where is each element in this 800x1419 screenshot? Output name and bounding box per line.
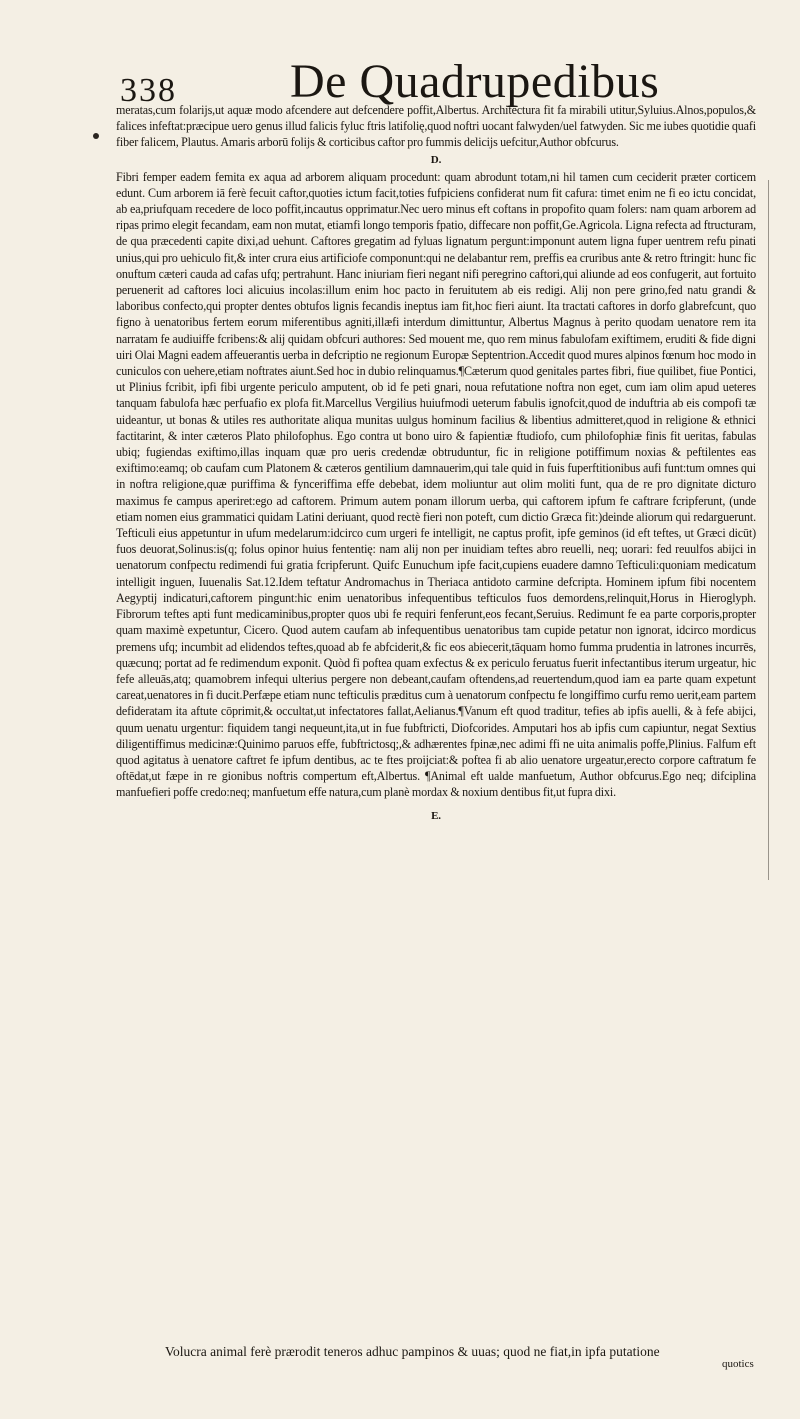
paragraph-d: Fibri femper eadem femita ex aqua ad arborem aliquam procedunt: quam abrodunt totam,ni hil tamen cum ceciderit præter corticem edunt. Cum arborem iā ferè fecuit caftor,quoties ictum facit,toties fufpiciens confiderat num fit cafura: timet enim ne fi eo ictu concidat, ab ea,priufquam recedere de loco poffit,incautus opprimatur.Nec uero minus eft coftans in propofito quam folers: nam quam arborem ad ripas primo elegit fecandam, eam non mutat, etiamfi longo temporis fpatio, diffecare non poffit,Ge.Agricola. Ligna refecta ad ftructuram, de qua præcedenti capite dixi,ad uehunt. Caftores gregatim ad fyluas lignatum pergunt:imponunt autem ligna fuper uentrem refu pinati unius,qui pro uehiculo fit,& inter crura eius artificiofe componunt:qui ne delabantur rem, preffis ea cruribus ante & retro ftringit: hunc fic onuftum cæteri cauda ad cafas ufq; pertrahunt. Hanc iniuriam fieri negant nifi peregrino caftori,qui aliunde ad eos confugerit, aut fortuito peruenerit ad caftores loci alicuius incolas:illum enim hoc pacto in feruitutem ab eis redigi. Alij non pere grino,fed natu grandi & laboribus confecto,qui propter dentes obtufos lignis fecandis ineptus iam fit,hoc fieri aiunt. Ita tractati caftores in dorfo glabrefcunt, quo figno à uenatoribus fertem eorum miferentibus agniti,illæfi interdum dimittuntur, Albertus Magnus à perito quodam uenatore rem ita narratam fe audiuiffe fcribens:& alij quidam obfcuri authores: Sed mouent me, quo rem minus fabulofam exiftimem, eruditi & fide digni uiri Olai Magni eadem affeuerantis uerba in defcriptio ne regionum Europæ Septentrion.Accedit quod mures alpinos fœnum hoc modo in cuniculos con uehere,etiam noftrates aiunt.Sed hoc in dubio relinquamus.¶Cæterum quod genitales partes fibri, fiue quilibet, fiue Pontici, ut Plinius fcribit, ipfi fibi urgente periculo amputent, ob id fe peti gnari, noua refutatione noftra non eget, cum iam olim apud ueteres tanquam fabulofa hæc perfuafio ex plofa fit.Marcellus Vergilius huiufmodi ueterum fabulis ignofcit,quod de induftria ab eis compofi tæ uideantur, ut bonas & utiles res authoritate aliqua munitas uulgus hominum facilius & libentius admitteret,quod in religione & ethnici factitarint, & inter cæteros Plato philofophus. Ego contra ut bono uiro & fapientiæ ftudiofo, cum philofophiæ finis fit ueritas, fabulas ubiq; fugiendas exiftimo,illas inquam quæ pro ueris credendæ obtruduntur, fic in religione potiffimum noxias & peftilentes eas exiftimo:eamq; ob caufam cum Platonem & cæteros gentilium damnauerim,qui tale quid in fuis fuperftitionibus aufi funt:tum omnes qui in noftra religione,quæ puriffima & fynceriffima effe debebat, idem moliuntur aut olim moliti funt, qua de re pro dignitate dicturo maximus fe campus aperiret:ego ad caftorem. Primum autem ponam illorum uerba, qui caftorem ipfum fe caftrare fcripferunt, (unde etiam nomen eius grammatici quidam Latini deriuant, quod rectè fieri non poteft, cum dictio Græca fit:)deinde aliorum qui redarguerunt. Tefticuli eius appetuntur in ufum medelarum:idcirco cum urgeri fe intelligit, ne captus profit, ipfe geminos (id eft teftes, ut Græci dicūt) fuos deuorat,Solinus:is(q; folus opinor huius fententię: nam alij non per inuidiam teftes abro reuelli, neq; uorari: fed reuulfos abijci in uenatorum confpectu redimendi fui gratia fcripferunt. Quifc Eunuchum ipfe facit,cupiens euadere damno Tefticuli:quoniam medicatum intelligit inguen, Iuuenalis Sat.12.Idem teftatur Andromachus in Theriaca antidoto carmine defcripta. Hominem ipfum fibi nocentem Aegyptij indicaturi,caftorem pingunt:hic enim uenatoribus infequentibus tefticulos fuos demordens,relinquit,Horus in Hieroglyph. Fibrorum teftes apti funt medicaminibus,propter quos ubi fe requiri fenferunt,eos fecant,Seruius. Redimunt fe ea parte corporis,propter quam maximè expetuntur, Cicero. Quod autem caufam ab infequentibus uenatoribus tam cupide petatur non ignorat, idcirco mordicus premens ufq; incumbit ad elidendos teftes,quoad ab fe abfciderit,& fic eos abiecerit,tāquam homo fumma prudentia in latrones incurrēs, quæcunq; portat ad fe redimendum exponit. Quòd fi poftea quam exfectus & ex periculo feruatus fuerit infectantibus iterum urgeatur, hic fefe alleuās,atq; quamobrem infequi ulterius pergere non debeant,caufam oftendens,ad reuertendum,quod iam ea parte quam expetunt careat,uenatores in fi ducit.Perfæpe etiam nunc tefticulis præditus cum à uenatorum confpectu fe longiffimo curfu remo uerit,eam partem defideratam ita aftute cōprimit,& occultat,ut infectatores fallat,Aelianus.¶Vanum eft quod traditur, tefies ab ipfis auelli, & à fefe abijci, quum uenatu urgentur: fiquidem tangi nequeunt,ita,ut in fue fubftricti, Diofcorides. Amputari hos ab ipfis cum capiuntur, negat Sextius diligentiffimus medicinæ:Quinimo paruos effe, fubftrictosq;,& adhærentes fpinæ,nec adimi ffi ne uita animalis poffe,Plinius. Falfum eft quod agitatus à uenatore caftret fe ipfum dentibus, ac te ftes proijciat:& poftea fi ab alio uenatore urgeatur,erecto corpore caftratum fe oftēdat,ut fæpe in re gionibus noftris compertum eft,Albertus. ¶Animal eft ualde manfuetum, Author obfcurus.Ego neq; difciplina manfuefieri poffe credo:neq; manfuetum effe natura,cum planè mordax & noxium dentibus fit,ut fupra dixi. <box>116 169 756 800</box>
page-number: 338 <box>120 72 177 109</box>
running-head: De Quadrupedibus <box>290 55 660 108</box>
body-text <box>116 102 756 825</box>
paragraph-c-end: meratas,cum folarijs,ut aquæ modo afcendere aut defcendere poffit,Albertus. Architectura fit fa mirabili utitur,Syluius.Alnos,populos,& falices infeftat:præcipue uero genus illud falicis fyluc ftris latifolię,quod noftri uocant falwyden/uel fatwyden. Sic me iubes quotidie quafi fiber falicem, Plautus. Amaris arborū folijs & corticibus caftor pro fummis delicijs uefcitur,Author obfcurus. <box>116 103 756 150</box>
section-e-first-line: Volucra animal ferè prærodit teneros adhuc pampinos & uuas; quod ne fiat,in ipfa putatione <box>165 1344 660 1359</box>
catchword: quotics <box>722 1358 754 1370</box>
margin-rule <box>768 180 769 880</box>
section-mark-d: D. <box>430 153 442 166</box>
section-mark-e: E. <box>431 809 441 822</box>
margin-bullet-icon <box>93 133 99 139</box>
